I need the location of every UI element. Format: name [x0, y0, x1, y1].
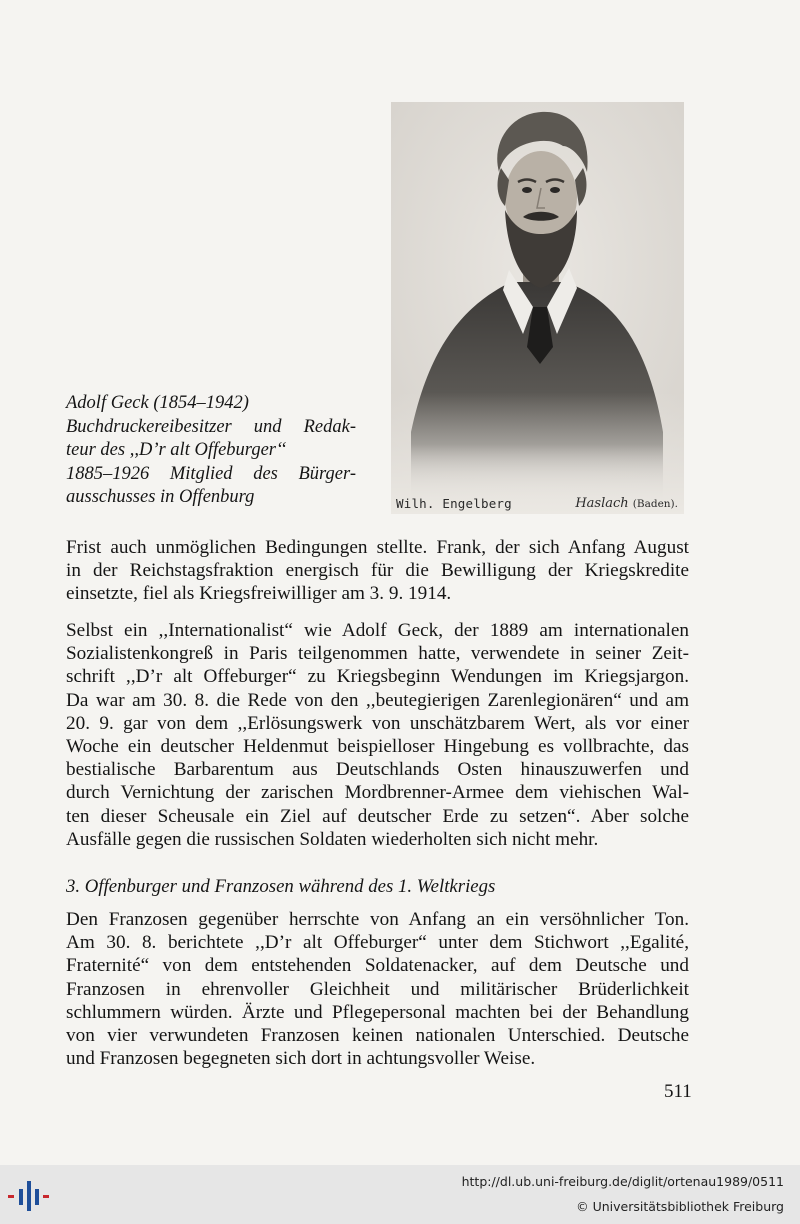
- logo-bar: [35, 1189, 39, 1205]
- caption-line: teur des ,,D’r alt Offeburger‘‘: [66, 440, 287, 460]
- logo-dash-left: [8, 1195, 14, 1198]
- text-line: schrift ,,D’r alt Offeburger“ zu Kriegsbeginn Wendungen im Kriegsjargon.: [66, 666, 689, 688]
- text-line: bestialische Barbarentum aus Deutschlands Osten hinauszuwerfen und: [66, 759, 689, 781]
- text-line: in der Reichstagsfraktion energisch für die Bewilligung der Kriegskredite: [66, 560, 689, 582]
- permalink-url[interactable]: http://dl.ub.uni-freiburg.de/diglit/ortenau1989/0511: [461, 1174, 784, 1189]
- text-line: Frist auch unmöglichen Bedingungen stellte. Frank, der sich Anfang August: [66, 537, 689, 558]
- text-line: Sozialistenkongreß in Paris teilgenommen hatte, verwendete in seiner Zeit-: [66, 643, 689, 665]
- text-line: Den Franzosen gegenüber herrschte von Anfang an ein versöhnlicher Ton.: [66, 909, 689, 930]
- photo-location-region: (Baden).: [632, 498, 678, 510]
- library-logo-icon: [6, 1175, 50, 1217]
- footer-bar: [0, 1165, 800, 1224]
- photo-caption: [66, 392, 356, 510]
- paragraph: [66, 908, 689, 1070]
- text-line: Da war am 30. 8. die Rede von den ,,beutegierigen Zarenlegionären“ und am: [66, 689, 689, 711]
- caption-line: Adolf Geck (1854–1942): [66, 393, 249, 413]
- photo-location-place: Haslach: [575, 496, 629, 511]
- text-line: Fraternité“ von dem entstehenden Soldatenacker, auf dem Deutsche und: [66, 955, 689, 977]
- text-line: Selbst ein ,,Internationalist“ wie Adolf Geck, der 1889 am internationalen: [66, 620, 689, 641]
- portrait-photo: [391, 102, 684, 514]
- text-line: durch Vernichtung der zarischen Mordbrenner-Armee dem viehischen Wal-: [66, 782, 689, 804]
- text-line: Ausfälle gegen die russischen Soldaten wiederholten sich nicht mehr.: [66, 828, 599, 850]
- page-number: 511: [664, 1081, 692, 1102]
- logo-dash-right: [43, 1195, 49, 1198]
- text-line: schlummern würden. Ärzte und Pflegepersonal machten bei der Behandlung: [66, 1001, 689, 1023]
- text-line: Franzosen in ehrenvoller Gleichheit und militärischer Brüderlichkeit: [66, 978, 689, 1000]
- copyright-notice: © Universitätsbibliothek Freiburg: [576, 1199, 784, 1214]
- logo-bar: [19, 1189, 23, 1205]
- section-heading: 3. Offenburger und Franzosen während des 1. Weltkriegs: [66, 876, 496, 897]
- text-line: Woche ein deutscher Heldenmut beispielloser Hingebung es vollbrachte, das: [66, 736, 689, 758]
- photo-location-credit: [575, 496, 678, 511]
- text-line: Am 30. 8. berichtete ,,D’r alt Offeburger“ unter dem Stichwort ,,Egalité,: [66, 932, 689, 954]
- photographer-credit: Wilh. Engelberg: [396, 496, 512, 511]
- text-line: 20. 9. gar von dem ,,Erlösungswerk von unschätzbarem Wert, als vor einer: [66, 712, 689, 734]
- text-line: ten dieser Scheusale ein Ziel auf deutscher Erde zu setzen“. Aber solche: [66, 805, 689, 827]
- text-line: einsetzte, fiel als Kriegsfreiwilliger am 3. 9. 1914.: [66, 583, 452, 605]
- logo-bar: [27, 1181, 31, 1211]
- caption-line: Buchdruckereibesitzer und Redak-: [66, 416, 356, 437]
- caption-line: 1885–1926 Mitglied des Bürger-: [66, 463, 356, 484]
- caption-line: ausschusses in Offenburg: [66, 487, 255, 507]
- text-line: und Franzosen begegneten sich dort in achtungsvoller Weise.: [66, 1048, 536, 1070]
- text-line: von vier verwundeten Franzosen keinen nationalen Unterschied. Deutsche: [66, 1025, 689, 1047]
- portrait-illustration: [391, 102, 684, 514]
- paragraph: [66, 536, 689, 606]
- paragraph: [66, 619, 689, 851]
